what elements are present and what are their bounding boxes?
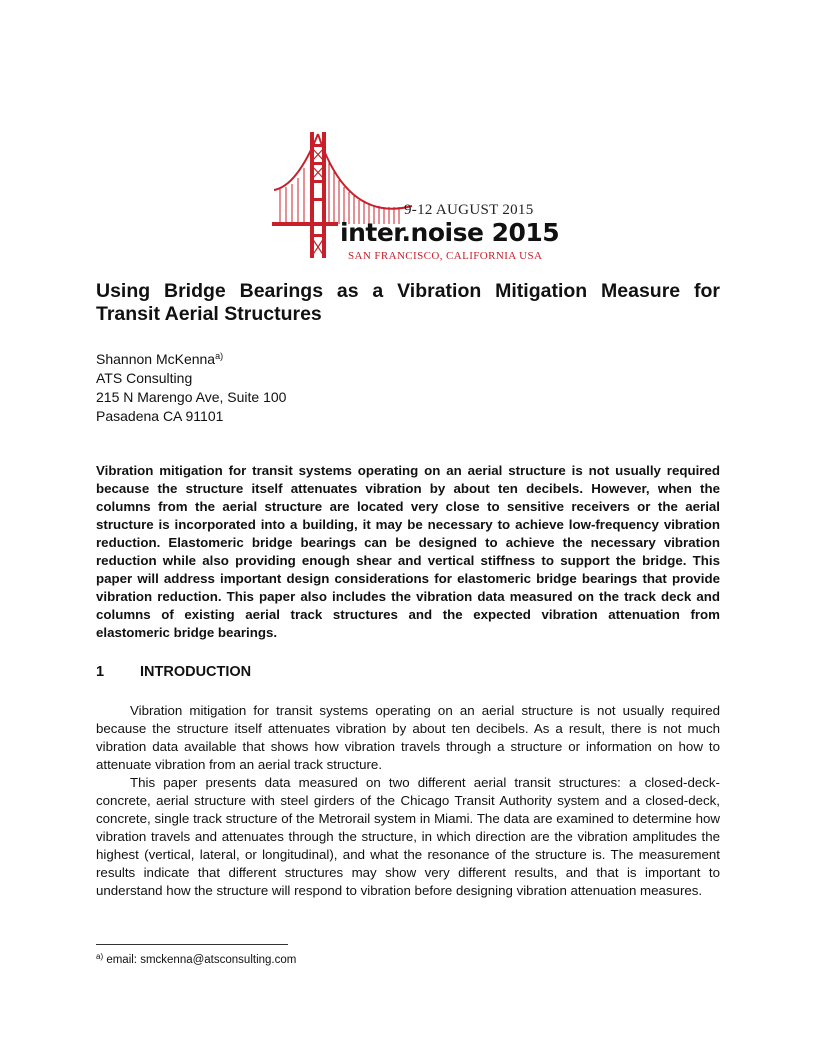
conference-logo	[272, 128, 560, 268]
section-body	[96, 702, 720, 900]
body-paragraph: Vibration mitigation for transit systems operating on an aerial structure is not usually required because the structure itself attenuates vibration by about ten decibels. As a result, there is not much vibration data available that shows how vibration travels through a structure or information on how to attenuate vibration from an aerial track structure.	[96, 703, 720, 772]
footnote-divider	[96, 944, 288, 945]
golden-gate-bridge-icon	[272, 128, 552, 268]
section-number: 1	[96, 664, 105, 680]
author-name: Shannon McKenna	[96, 351, 216, 367]
author-footnote-mark: a)	[215, 351, 224, 361]
paper-title-line-2: Transit Aerial Structures	[96, 303, 322, 325]
conference-name: inter.noise 2015	[340, 218, 560, 247]
footnote-email: email: smckenna@atsconsulting.com	[106, 954, 297, 966]
footnote-mark: a)	[96, 952, 104, 961]
paper-title-line-1: Using Bridge Bearings as a Vibration Mitigation Measure for	[96, 280, 720, 302]
author-city: Pasadena CA 91101	[96, 408, 224, 424]
conference-date: 9-12 AUGUST 2015	[404, 202, 534, 218]
conference-location: SAN FRANCISCO, CALIFORNIA USA	[348, 250, 543, 262]
body-paragraph: This paper presents data measured on two different aerial transit structures: a closed-deck-concrete, aerial structure with steel girders of the Chicago Transit Authority system and a closed-deck, concrete, single track structure of the Metrorail system in Miami. The data are examined to determine how vibration travels and attenuates through the structure, in which direction are the vibration amplitudes the highest (vertical, lateral, or longitudinal), and what the resonance of the structure is. The measurement results indicate that different structures may show very different results, and that is important to understand how the structure will respond to vibration before designing vibration attenuation measures.	[96, 775, 720, 898]
abstract: Vibration mitigation for transit systems operating on an aerial structure is not usually required because the structure itself attenuates vibration by about ten decibels. However, when the columns from the aerial structure are located very close to sensitive receivers or the aerial structure is incorporated into a building, it may be necessary to achieve low-frequency vibration reduction. Elastomeric bridge bearings can be designed to achieve the necessary vibration reduction while also providing enough shear and vertical stiffness to support the bridge. This paper will address important design considerations for elastomeric bridge bearings that provide vibration reduction. This paper also includes the vibration data measured on the track deck and columns of existing aerial track structures and the expected vibration attenuation from elastomeric bridge bearings.	[96, 463, 720, 640]
paper-title	[96, 280, 720, 326]
footnote	[96, 954, 296, 966]
section-title: INTRODUCTION	[140, 664, 252, 680]
section-heading	[96, 664, 251, 680]
author-block	[96, 350, 286, 426]
author-name-line	[96, 350, 286, 369]
author-address: 215 N Marengo Ave, Suite 100	[96, 389, 287, 405]
author-organization: ATS Consulting	[96, 370, 193, 386]
